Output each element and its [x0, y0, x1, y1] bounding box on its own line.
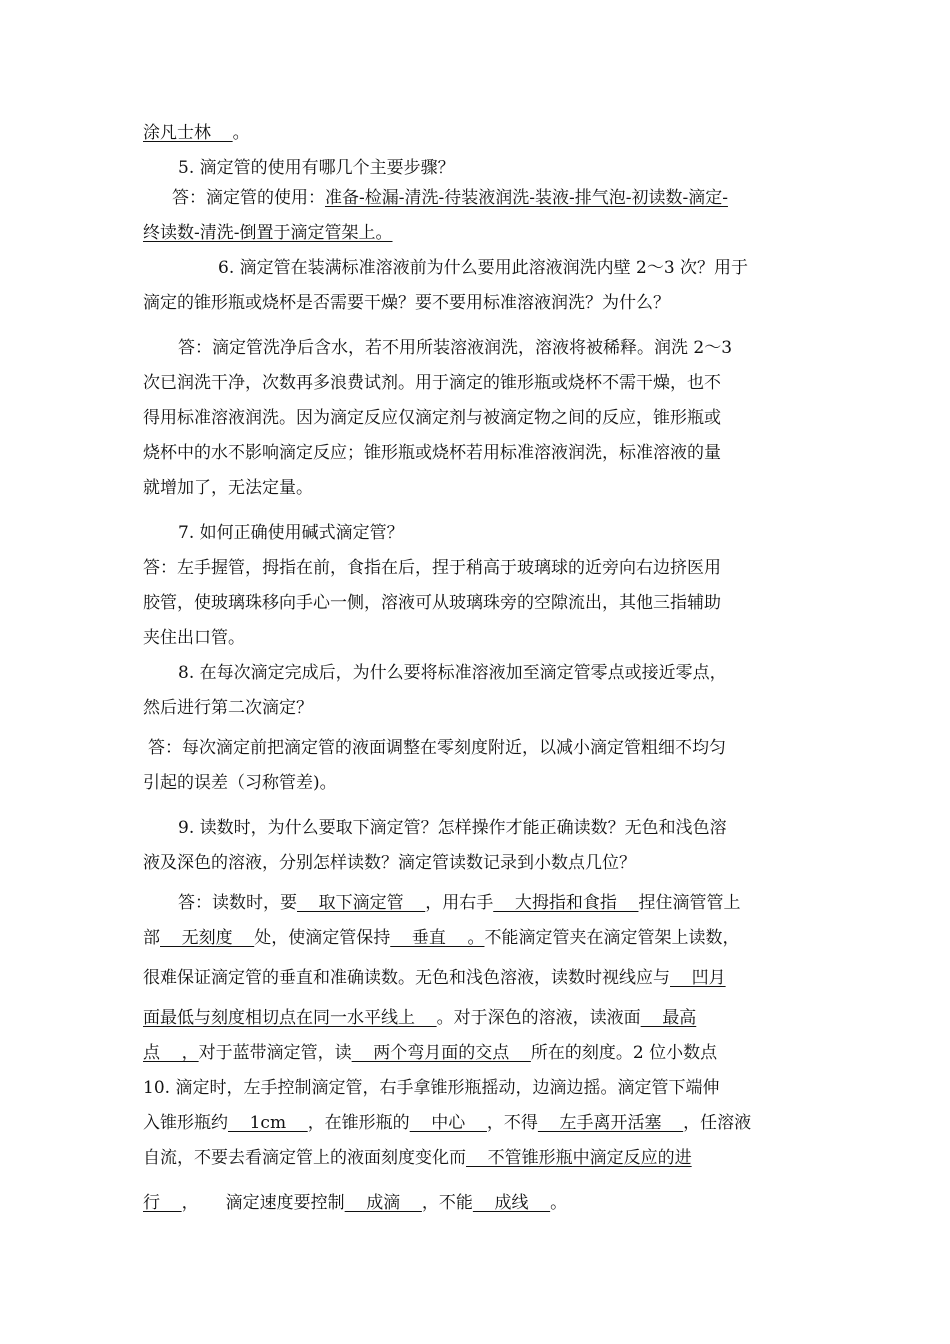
text-line [143, 1146, 692, 1170]
text-line [148, 736, 726, 760]
text-segment: 夹住出口管。 [143, 628, 245, 648]
text-line [143, 441, 721, 465]
text-segment: 。对于深色的溶液，读液面 [436, 1008, 641, 1028]
text-segment: ，不能 [421, 1193, 473, 1213]
underlined-answer: 行 [143, 1193, 182, 1213]
text-line [143, 771, 337, 795]
underlined-answer: 点 ， [143, 1043, 199, 1063]
text-segment: 胶管，使玻璃珠移向手心一侧，溶液可从玻璃珠旁的空隙流出，其他三指辅助 [143, 593, 721, 613]
text-line [143, 121, 250, 145]
underlined-answer: 最高 [640, 1008, 697, 1028]
text-line [178, 521, 404, 545]
text-segment: 很难保证滴定管的垂直和准确读数。无色和浅色溶液，读数时视线应与 [143, 968, 670, 988]
text-line [143, 966, 726, 990]
underlined-answer: 凹月 [670, 968, 726, 988]
text-segment: 然后进行第二次滴定？ [143, 698, 313, 718]
text-segment: 答：左手握管，拇指在前，食指在后，捏于稍高于玻璃球的近旁向右边挤医用 [143, 558, 721, 578]
underlined-answer: 面最低与刻度相切点在同一水平线上 [143, 1008, 437, 1028]
text-segment: ，用右手 [425, 893, 494, 913]
text-line [143, 291, 670, 315]
text-line [143, 1191, 567, 1215]
text-segment: 捏住滴管管上 [638, 893, 741, 913]
text-segment: 引起的误差（习称管差)。 [143, 773, 337, 793]
text-line [143, 926, 739, 950]
text-segment: 对于蓝带滴定管，读 [198, 1043, 352, 1063]
text-line [178, 891, 740, 915]
underlined-answer: 中心 [409, 1113, 487, 1133]
text-line [178, 816, 727, 840]
text-segment: 9. 读数时，为什么要取下滴定管？怎样操作才能正确读数？无色和浅色溶 [178, 818, 727, 838]
text-segment: ， 滴定速度要控制 [181, 1193, 345, 1213]
text-segment: 答：读数时，要 [178, 893, 297, 913]
text-segment: 答：滴定管的使用： [172, 188, 325, 208]
underlined-answer: 左手离开活塞 [537, 1113, 684, 1133]
text-segment: 不能滴定管夹在滴定管架上读数， [484, 928, 740, 948]
text-segment: 自流，不要去看滴定管上的液面刻度变化而 [143, 1148, 466, 1168]
text-segment: 滴定的锥形瓶或烧杯是否需要干燥？要不要用标准溶液润洗？为什么？ [143, 293, 670, 313]
text-segment: 所在的刻度。2 位小数点 [530, 1043, 718, 1063]
text-line [178, 336, 732, 360]
underlined-answer: 涂凡士林 [143, 123, 233, 143]
underlined-answer: 取下滴定管 [297, 893, 426, 913]
underlined-answer: 不管锥形瓶中滴定反应的进 [466, 1148, 692, 1168]
text-line [143, 1111, 751, 1135]
underlined-answer: 大拇指和食指 [493, 893, 639, 913]
text-line [143, 1041, 717, 1065]
text-line [143, 591, 721, 615]
text-segment: 液及深色的溶液，分别怎样读数？滴定管读数记录到小数点几位？ [143, 853, 636, 873]
text-line [143, 1006, 696, 1030]
text-segment: 次已润洗干净，次数再多浪费试剂。用于滴定的锥形瓶或烧杯不需干燥，也不 [143, 373, 721, 393]
text-segment: 入锥形瓶约 [143, 1113, 228, 1133]
text-line [172, 186, 728, 210]
text-segment: 10. 滴定时，左手控制滴定管，右手拿锥形瓶摇动，边滴边摇。滴定管下端伸 [143, 1078, 720, 1098]
text-line [143, 696, 313, 720]
text-segment: 。 [550, 1193, 568, 1213]
underlined-answer: 终读数-清洗-倒置于滴定管架上。 [143, 223, 393, 243]
underlined-answer: 1cm [228, 1113, 308, 1133]
text-segment: 8. 在每次滴定完成后，为什么要将标准溶液加至滴定管零点或接近零点， [178, 663, 727, 683]
underlined-answer: 准备-检漏-清洗-待装液润洗-装液-排气泡-初读数-滴定- [325, 188, 728, 208]
text-segment: 6. 滴定管在装满标准溶液前为什么要用此溶液润洗内壁 2～3 次？用于 [218, 258, 749, 278]
underlined-answer: 无刻度 [160, 928, 255, 948]
text-line [178, 661, 727, 685]
text-segment: 烧杯中的水不影响滴定反应；锥形瓶或烧杯若用标准溶液润洗，标准溶液的量 [143, 443, 721, 463]
underlined-answer: 垂直 。 [390, 928, 485, 948]
text-segment: 7. 如何正确使用碱式滴定管？ [178, 523, 404, 543]
text-line [143, 406, 721, 430]
underlined-answer: 成线 [472, 1193, 551, 1213]
text-line [178, 156, 455, 180]
text-segment: ，任溶液 [683, 1113, 752, 1133]
text-segment: 部 [143, 928, 160, 948]
text-segment: 。 [232, 123, 250, 143]
text-line [143, 626, 245, 650]
text-line [143, 851, 636, 875]
text-segment: 5. 滴定管的使用有哪几个主要步骤？ [178, 158, 455, 178]
text-segment: ，在锥形瓶的 [307, 1113, 410, 1133]
text-segment: 得用标准溶液润洗。因为滴定反应仅滴定剂与被滴定物之间的反应，锥形瓶或 [143, 408, 721, 428]
text-line [143, 476, 313, 500]
underlined-answer: 成滴 [344, 1193, 422, 1213]
text-segment: ，不得 [486, 1113, 538, 1133]
text-segment: 就增加了，无法定量。 [143, 478, 313, 498]
text-line [143, 556, 721, 580]
text-line [218, 256, 748, 280]
text-segment: 处，使滴定管保持 [254, 928, 391, 948]
text-line [143, 221, 393, 245]
underlined-answer: 两个弯月面的交点 [351, 1043, 531, 1063]
text-line [143, 371, 721, 395]
text-segment: 答：滴定管洗净后含水，若不用所装溶液润洗，溶液将被稀释。润洗 2～3 [178, 338, 733, 358]
text-segment: 答：每次滴定前把滴定管的液面调整在零刻度附近，以减小滴定管粗细不均匀 [148, 738, 726, 758]
text-line [143, 1076, 719, 1100]
